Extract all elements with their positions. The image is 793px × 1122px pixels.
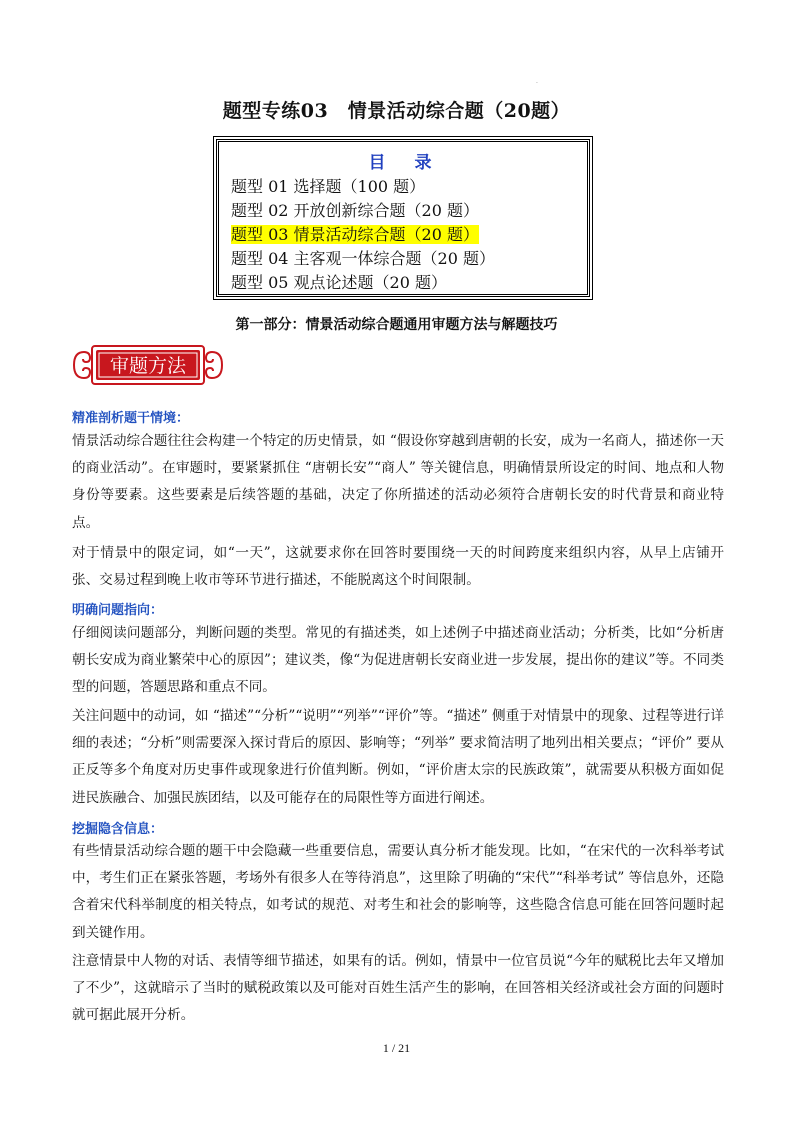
toc-item[interactable]: 题型 02 开放创新综合题（20 题） [231,201,479,220]
toc-heading: 目 录 [368,153,438,173]
paragraph: 仔细阅读问题部分，判断问题的类型。常见的有描述类，如上述例子中描述商业活动；分析类，比如“分析唐朝长安成为商业繁荣中心的原因”；建议类，像“为促进唐朝长安商业进一步发展，提出你的建议”等。不同类型的问题，答题思路和重点不同。 [72,625,724,696]
section-banner [70,340,226,390]
paragraph: 有些情景活动综合题的题干中会隐藏一些重要信息，需要认真分析才能发现。比如，“在宋代的一次科举考试中，考生们正在紧张答题，考场外有很多人在等待消息”，这里除了明确的“宋代”“科举考试” 等信息外，还隐含着宋代科举制度的相关特点，如考试的规范、对考生和社会的影响等，这些隐含信息可能在回答问题时起到关键作用。 [72,843,724,941]
page-title: 题型专练03 情景活动综合题（20题） [222,100,571,122]
paragraph: 情景活动综合题往往会构建一个特定的历史情景，如 “假设你穿越到唐朝的长安，成为一名商人，描述你一天的商业活动”。在审题时，要紧紧抓住 “唐朝长安”“商人” 等关键信息，明确情景所设定的时间、地点和人物身份等要素。这些要素是后续答题的基础，决定了你所描述的活动必须符合唐朝长安的时代背景和商业特点。 [72,433,724,531]
page-number: 1 / 21 [382,1041,411,1055]
paragraph: 关注问题中的动词，如 “描述”“分析”“说明”“列举”“评价”等。“描述” 侧重于对情景中的现象、过程等进行详细的表述；“分析”则需要深入探讨背后的原因、影响等；“列举” 要求简洁明了地列出相关要点；“评价” 要从正反等多个角度对历史事件或现象进行价值判断。例如，“评价唐太宗的民族政策”，就需要从积极方面如促进民族融合、加强民族团结，以及可能存在的局限性等方面进行阐述。 [72,708,724,806]
paragraph: 对于情景中的限定词，如“一天”，这就要求你在回答时要围绕一天的时间跨度来组织内容，从早上店铺开张、交易过程到晚上收市等环节进行描述，不能脱离这个时间限制。 [72,545,724,589]
stray-dot: . [536,78,538,85]
toc-item[interactable]: 题型 01 选择题（100 题） [231,177,426,196]
banner-label: 审题方法 [109,355,187,377]
section-heading: 精准剖析题干情境： [72,411,190,426]
toc-item[interactable]: 题型 04 主客观一体综合题（20 题） [231,249,495,268]
section-heading: 挖掘隐含信息： [72,822,164,837]
table-of-contents [216,139,590,297]
toc-item[interactable]: 题型 05 观点论述题（20 题） [231,273,447,292]
section-heading: 明确问题指向： [72,603,164,618]
part-title: 第一部分：情景活动综合题通用审题方法与解题技巧 [235,317,558,333]
toc-list [231,175,587,295]
paragraph: 注意情景中人物的对话、表情等细节描述，如果有的话。例如，情景中一位官员说“今年的赋税比去年又增加了不少”，这就暗示了当时的赋税政策以及可能对百姓生活产生的影响，在回答相关经济或社会方面的问题时就可据此展开分析。 [72,953,724,1024]
toc-item-current[interactable]: 题型 03 情景活动综合题（20 题） [231,225,479,244]
